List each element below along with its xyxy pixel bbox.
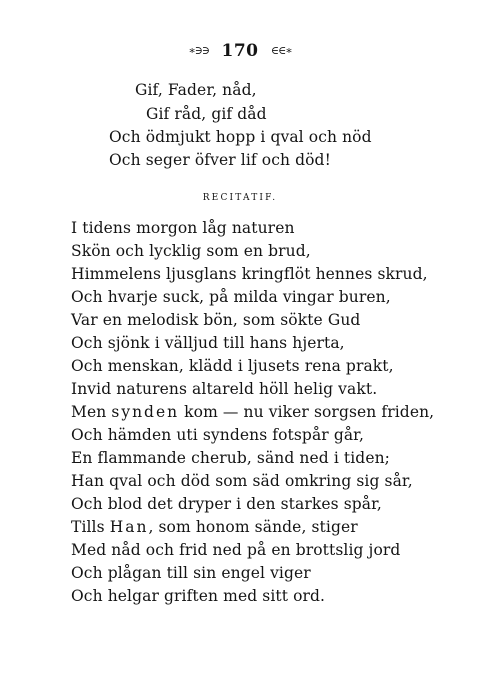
recitatif-line-12: Han qval och död som säd omkring sig sår, [71, 472, 413, 490]
recitatif-line-7: Och menskan, klädd i ljusets rena prakt, [71, 357, 394, 375]
recitatif-line-8: Invid naturens altareld höll helig vakt. [71, 380, 378, 398]
section-heading: RECITATIF. [202, 193, 278, 203]
recitatif-line-2: Skön och lycklig som en brud, [71, 242, 311, 260]
recitatif-line-6: Och sjönk i välljud till hans hjerta, [71, 334, 345, 352]
emphasized-word: Han [109, 518, 149, 536]
recitatif-line-14 [71, 517, 358, 537]
verse-line-4: Och seger öfver lif och död! [109, 151, 331, 169]
recitatif-line-4: Och hvarje suck, på milda vingar buren, [71, 288, 391, 306]
recitatif-line-1: I tidens morgon låg naturen [71, 219, 295, 237]
recitatif-line-10: Och hämden uti syndens fotspår går, [71, 426, 365, 444]
recitatif-line-9 [71, 402, 434, 422]
page-number: 170 [221, 41, 259, 61]
right-ornament: ∈∈∗ [270, 44, 292, 57]
recitatif-line-13: Och blod det dryper i den starkes spår, [71, 495, 382, 513]
recitatif-line-3: Himmelens ljusglans kringflöt hennes skrud, [71, 265, 428, 283]
left-ornament: ∗∋∋ [188, 44, 210, 57]
recitatif-line-5: Var en melodisk bön, som sökte Gud [71, 311, 361, 329]
line-text: Tills [71, 518, 110, 536]
recitatif-line-15: Med nåd och frid ned på en brottslig jord [71, 541, 401, 559]
page-header [0, 41, 480, 61]
line-text: kom — nu viker sorgsen friden, [179, 403, 435, 421]
line-text: Men [71, 403, 112, 421]
recitatif-line-17: Och helgar griften med sitt ord. [71, 587, 326, 605]
recitatif-line-11: En flammande cherub, sänd ned i tiden; [71, 449, 391, 467]
recitatif-line-16: Och plågan till sin engel viger [71, 564, 311, 582]
verse-line-3: Och ödmjukt hopp i qval och nöd [109, 128, 372, 146]
verse-line-1: Gif, Fader, nåd, [135, 81, 257, 99]
verse-line-2: Gif råd, gif dåd [146, 105, 267, 123]
emphasized-word: synden [111, 403, 180, 421]
line-text: , som honom sände, stiger [148, 518, 358, 536]
